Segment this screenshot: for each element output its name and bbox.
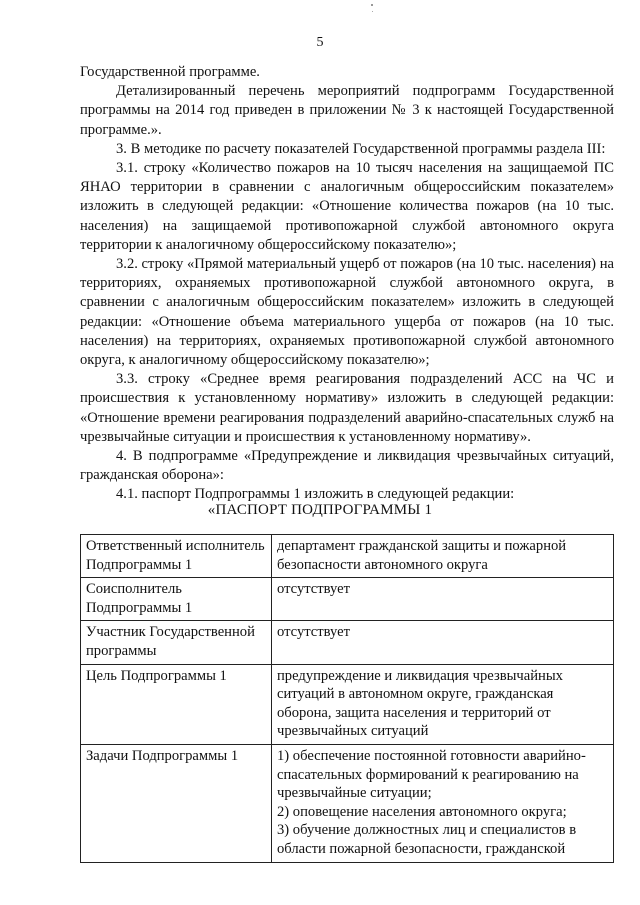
table-row [81, 744, 614, 862]
paragraph: Государственной программе. [80, 64, 260, 80]
row-value: отсутствует [272, 578, 614, 621]
row-label: Цель Подпрограммы 1 [81, 664, 272, 744]
task-line: 2) оповещение населения автономного округа; [277, 803, 567, 820]
paragraph: 4. В подпрограмме «Предупреждение и ликвидация чрезвычайных ситуаций, гражданская оборона»: [80, 448, 614, 484]
task-line: 3) обучение должностных лиц и специалистов в области пожарной безопасности, гражданской [277, 822, 577, 857]
table-row [81, 621, 614, 664]
row-label: Задачи Подпрограммы 1 [81, 744, 272, 862]
body-text [80, 63, 614, 505]
row-label: Соисполнитель Подпрограммы 1 [81, 578, 272, 621]
table-row [81, 535, 614, 578]
section-title: «ПАСПОРТ ПОДПРОГРАММЫ 1 [207, 502, 433, 518]
paragraph: 3.3. строку «Среднее время реагирования подразделений АСС на ЧС и происшествия к установленному нормативу» изложить в следующей редакции: «Отношение времени реагирования подразделений аварийно-спасательных служб на чрезвычайные ситуации и происшествия к установленному нормативу». [80, 371, 614, 445]
task-line: 1) обеспечение постоянной готовности аварийно-спасательных формирований к реагированию на чрезвычайные ситуации; [277, 747, 586, 802]
row-label: Участник Государственной программы [81, 621, 272, 664]
row-value [272, 744, 614, 862]
row-value: предупреждение и ликвидация чрезвычайных ситуаций в автономном округе, гражданская оборона, защита населения и территорий от чрезвычайных ситуаций [272, 664, 614, 744]
scan-speck [371, 4, 373, 6]
row-value: департамент гражданской защиты и пожарной безопасности автономного округа [272, 535, 614, 578]
scan-speck [372, 11, 373, 12]
table-row [81, 664, 614, 744]
passport-table [80, 534, 614, 863]
paragraph: 3.1. строку «Количество пожаров на 10 тысяч населения на защищаемой ПС ЯНАО территории в сравнении с аналогичным общероссийским показателем» изложить в следующей редакции: «Отношение количества пожаров (на 10 тыс. населения) на защищаемой противопожарной службой автономного округа территории к аналогичному общероссийскому показателю»; [80, 160, 614, 253]
row-label: Ответственный исполнитель Подпрограммы 1 [81, 535, 272, 578]
paragraph: 3. В методике по расчету показателей Государственной программы раздела III: [116, 140, 606, 157]
row-value: отсутствует [272, 621, 614, 664]
paragraph: Детализированный перечень мероприятий подпрограмм Государственной программы на 2014 год приведен в приложении № 3 к настоящей Государственной программе.». [80, 83, 614, 138]
paragraph: 4.1. паспорт Подпрограммы 1 изложить в следующей редакции: [116, 486, 515, 503]
paragraph: 3.2. строку «Прямой материальный ущерб от пожаров (на 10 тыс. населения) на территориях, охраняемых противопожарной службой автономного округа, в сравнении с аналогичным общероссийским показателем» изложить в следующей редакции: «Отношение объема материального ущерба от пожаров (на 10 тыс. населения) на территориях, охраняемых противопожарной службой автономного округа, к аналогичному общероссийскому показателю»; [80, 256, 614, 369]
page-number: 5 [316, 35, 324, 50]
table-row [81, 578, 614, 621]
